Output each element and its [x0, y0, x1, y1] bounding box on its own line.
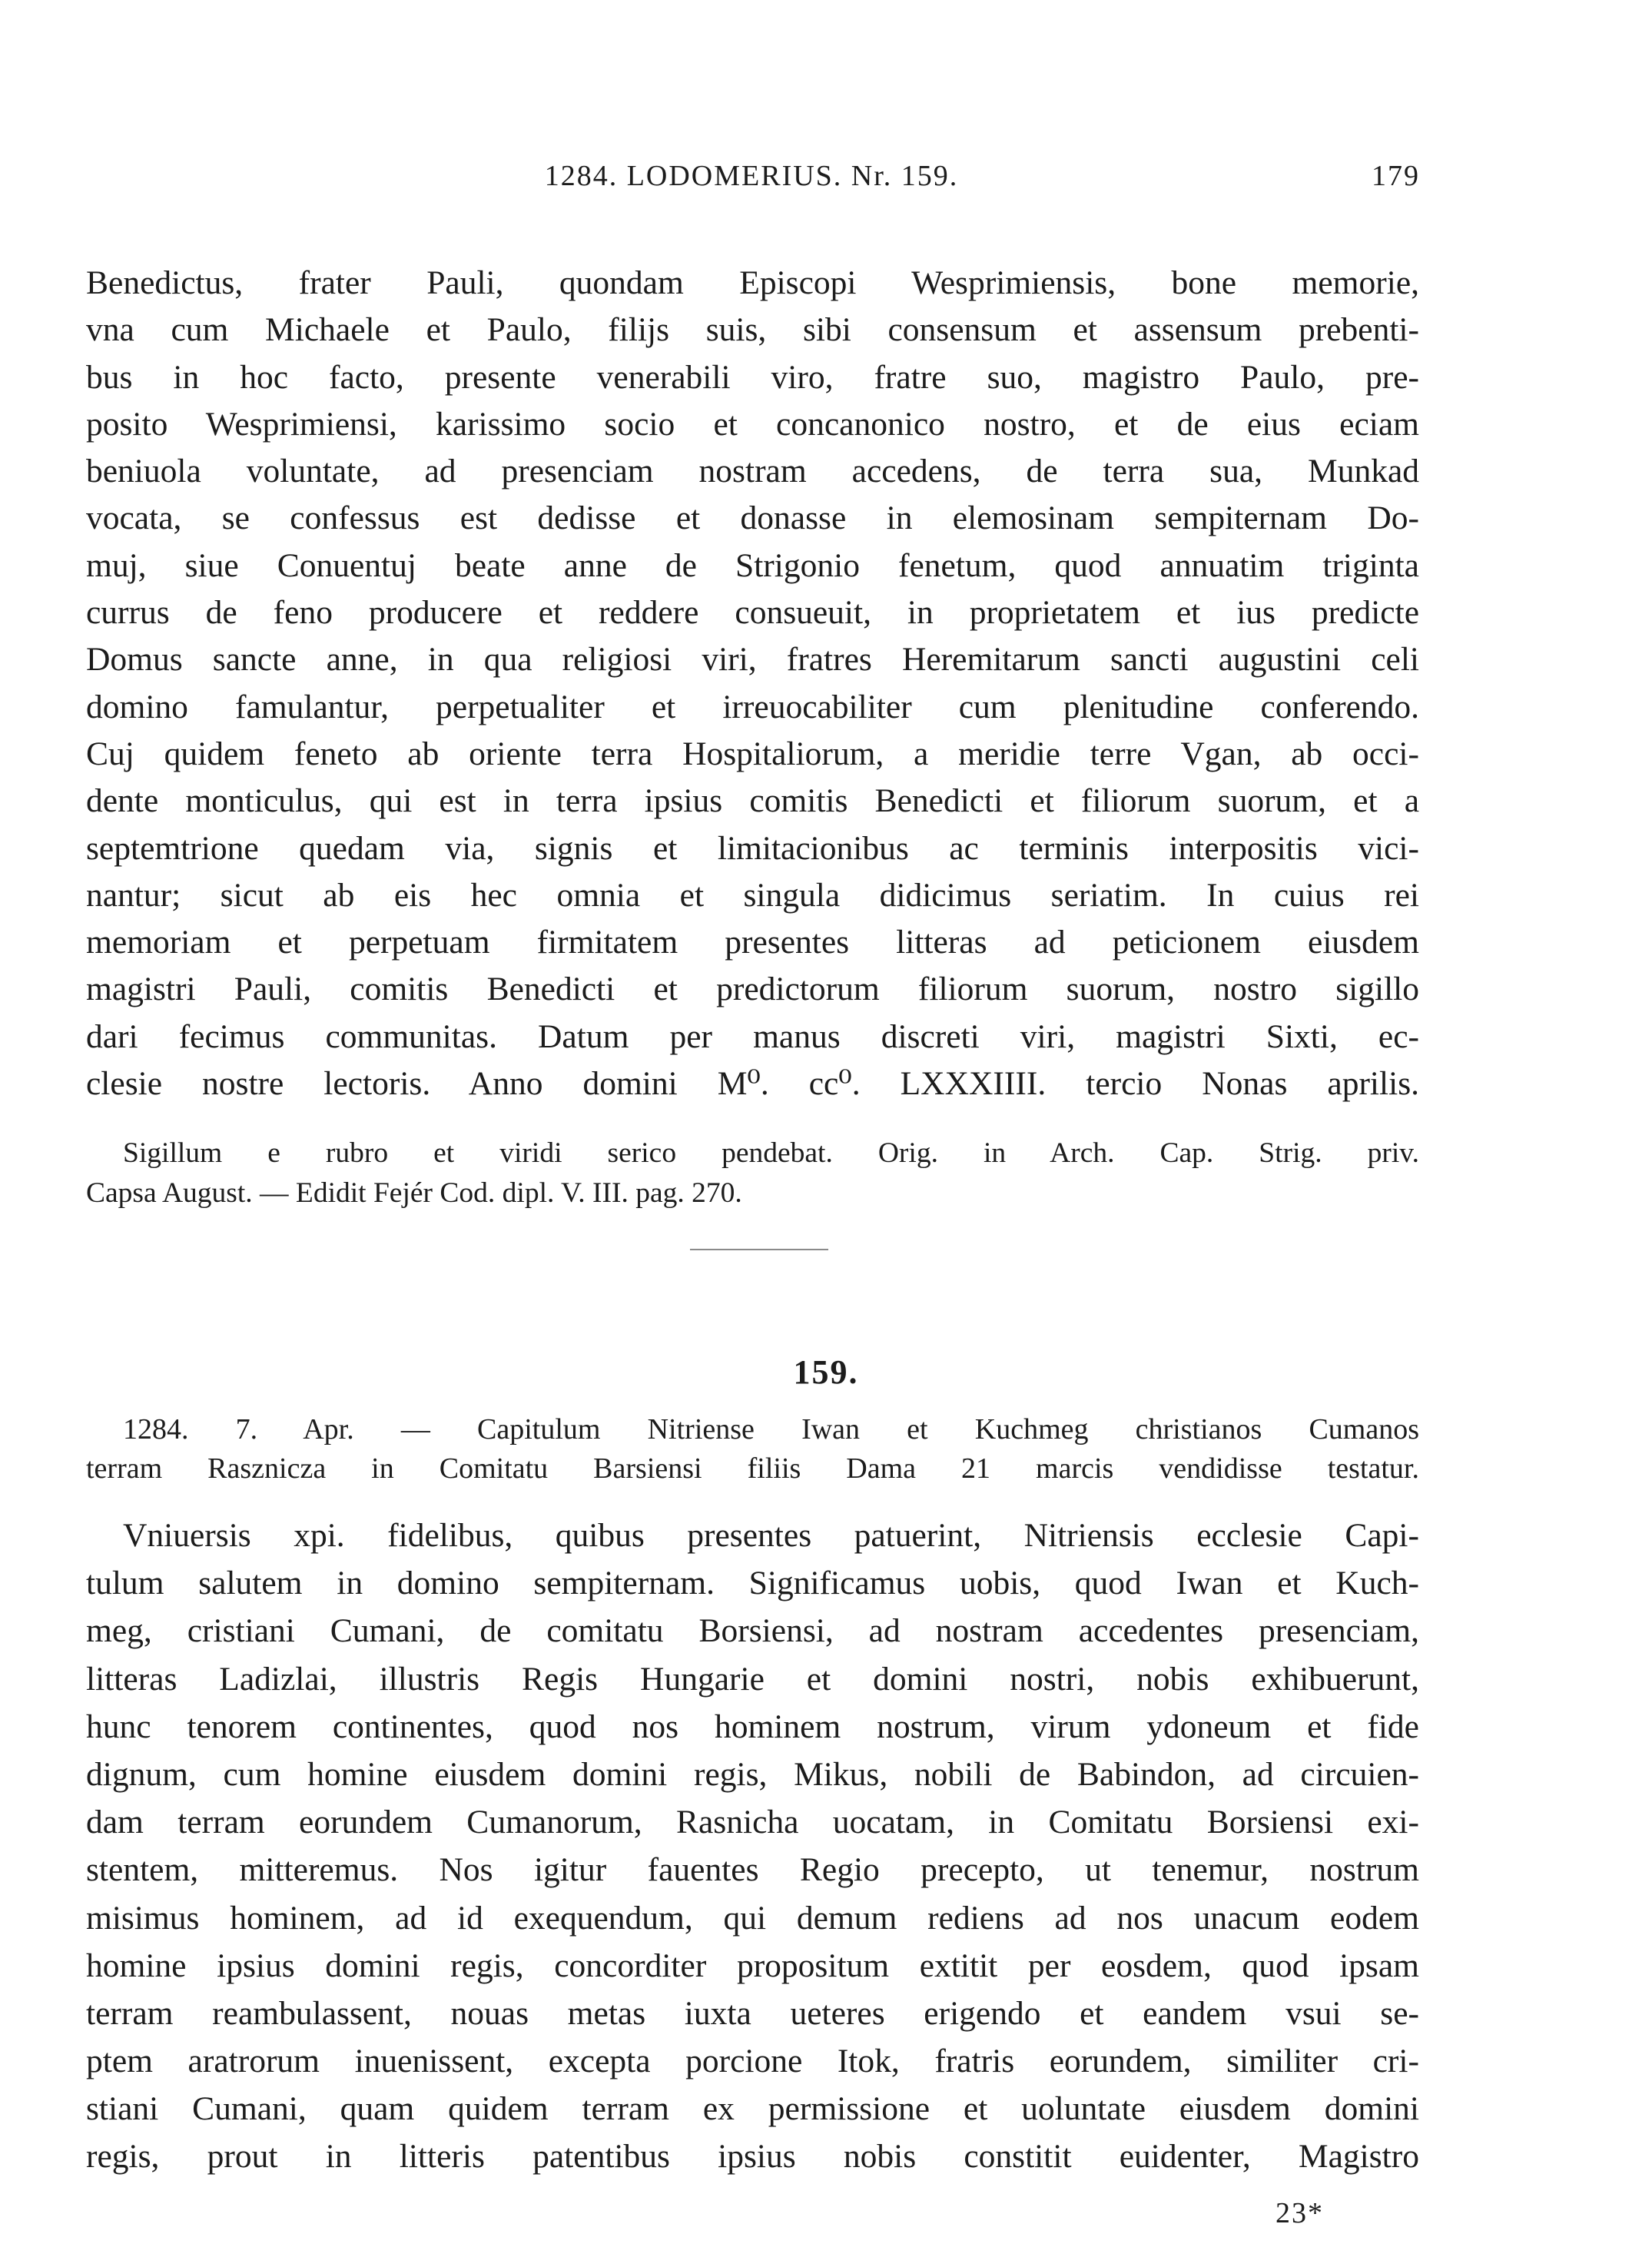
text-line: Vniuersis xpi. fidelibus, quibus presentes patuerint, Nitriensis ecclesie Capi-: [123, 1517, 1419, 1554]
text-line: Benedictus, frater Pauli, quondam Episcopi Wesprimiensis, bone memorie,: [86, 264, 1419, 301]
text-line: stentem, mitteremus. Nos igitur fauentes Regio precepto, ut tenemur, nostrum: [86, 1851, 1419, 1889]
text-line: meg, cristiani Cumani, de comitatu Borsiensi, ad nostram accedentes presenciam,: [86, 1612, 1419, 1650]
section-separator: [690, 1249, 828, 1250]
text-line: muj, siue Conuentuj beate anne de Strigonio fenetum, quod annuatim triginta: [86, 546, 1419, 584]
text-line: dignum, cum homine eiusdem domini regis, Mikus, nobili de Babindon, ad circuien-: [86, 1755, 1419, 1793]
text-line: currus de feno producere et reddere consueuit, in proprietatem et ius predicte: [86, 594, 1419, 632]
text-line: magistri Pauli, comitis Benedicti et predictorum filiorum suorum, nostro sigillo: [86, 971, 1419, 1008]
text-line: vna cum Michaele et Paulo, filijs suis, sibi consensum et assensum prebenti-: [86, 311, 1419, 349]
text-line: Domus sancte anne, in qua religiosi viri, fratres Heremitarum sancti augustini celi: [86, 641, 1419, 679]
text-line: memoriam et perpetuam firmitatem presentes litteras ad peticionem eiusdem: [86, 924, 1419, 961]
text-line: litteras Ladizlai, illustris Regis Hungarie et domini nostri, nobis exhibuerunt,: [86, 1660, 1419, 1698]
text-line: clesie nostre lectoris. Anno domini M⁰. cc⁰. LXXXIIII. tercio Nonas aprilis.: [86, 1065, 1419, 1103]
text-line: homine ipsius domini regis, concorditer propositum extitit per eosdem, quod ipsam: [86, 1947, 1419, 1984]
note-line: Capsa August. — Edidit Fejér Cod. dipl. V. III. pag. 270.: [86, 1177, 742, 1209]
text-line: nantur; sicut ab eis hec omnia et singula didicimus seriatim. In cuius rei: [86, 876, 1419, 914]
text-line: bus in hoc facto, presente venerabili viro, fratre suo, magistro Paulo, pre-: [86, 358, 1419, 396]
text-line: Cuj quidem feneto ab oriente terra Hospitaliorum, a meridie terre Vgan, ab occi-: [86, 735, 1419, 772]
text-line: misimus hominem, ad id exequendum, qui demum rediens ad nos unacum eodem: [86, 1899, 1419, 1937]
text-line: septemtrione quedam via, signis et limitacionibus ac terminis interpositis vici-: [86, 829, 1419, 867]
text-line: dente monticulus, qui est in terra ipsius comitis Benedicti et filiorum suorum, et a: [86, 782, 1419, 820]
text-line: dam terram eorundem Cumanorum, Rasnicha uocatam, in Comitatu Borsiensi exi-: [86, 1804, 1419, 1841]
text-line: hunc tenorem continentes, quod nos hominem nostrum, virum ydoneum et fide: [86, 1708, 1419, 1745]
regest-line: terram Rasznicza in Comitatu Barsiensi filiis Dama 21 marcis vendidisse testatur.: [86, 1452, 1419, 1485]
running-title: 1284. LODOMERIUS. Nr. 159.: [544, 160, 959, 192]
text-line: stiani Cumani, quam quidem terram ex permissione et uoluntate eiusdem domini: [86, 2090, 1419, 2128]
document-number: 159.: [793, 1353, 859, 1391]
archival-note: [86, 1134, 1419, 1213]
page-number: 179: [1372, 160, 1420, 192]
regest-line: 1284. 7. Apr. — Capitulum Nitriense Iwan et Kuchmeg christianos Cumanos: [123, 1413, 1419, 1446]
text-line: terram reambulassent, nouas metas iuxta ueteres erigendo et eandem vsui se-: [86, 1994, 1419, 2032]
signature-mark: 23*: [1275, 2197, 1324, 2229]
charter-159-text: [86, 1512, 1419, 2181]
text-line: dari fecimus communitas. Datum per manus discreti viri, magistri Sixti, ec-: [86, 1017, 1419, 1055]
page-header: [83, 159, 1420, 197]
text-line: regis, prout in litteris patentibus ipsius nobis constitit euidenter, Magistro: [86, 2138, 1419, 2176]
text-line: beniuola voluntate, ad presenciam nostram accedens, de terra sua, Munkad: [86, 453, 1419, 490]
text-line: domino famulantur, perpetualiter et irreuocabiliter cum plenitudine conferendo.: [86, 688, 1419, 725]
regest-summary: [86, 1410, 1419, 1489]
text-line: posito Wesprimiensi, karissimo socio et concanonico nostro, et de eius eciam: [86, 405, 1419, 443]
text-line: vocata, se confessus est dedisse et donasse in elemosinam sempiternam Do-: [86, 500, 1419, 537]
note-line: Sigillum e rubro et viridi serico pendebat. Orig. in Arch. Cap. Strig. priv.: [123, 1137, 1419, 1169]
text-line: ptem aratrorum inuenissent, excepta porcione Itok, fratris eorundem, similiter cri-: [86, 2043, 1419, 2080]
charter-158-continuation: [86, 260, 1419, 1107]
text-line: tulum salutem in domino sempiternam. Significamus uobis, quod Iwan et Kuch-: [86, 1565, 1419, 1602]
